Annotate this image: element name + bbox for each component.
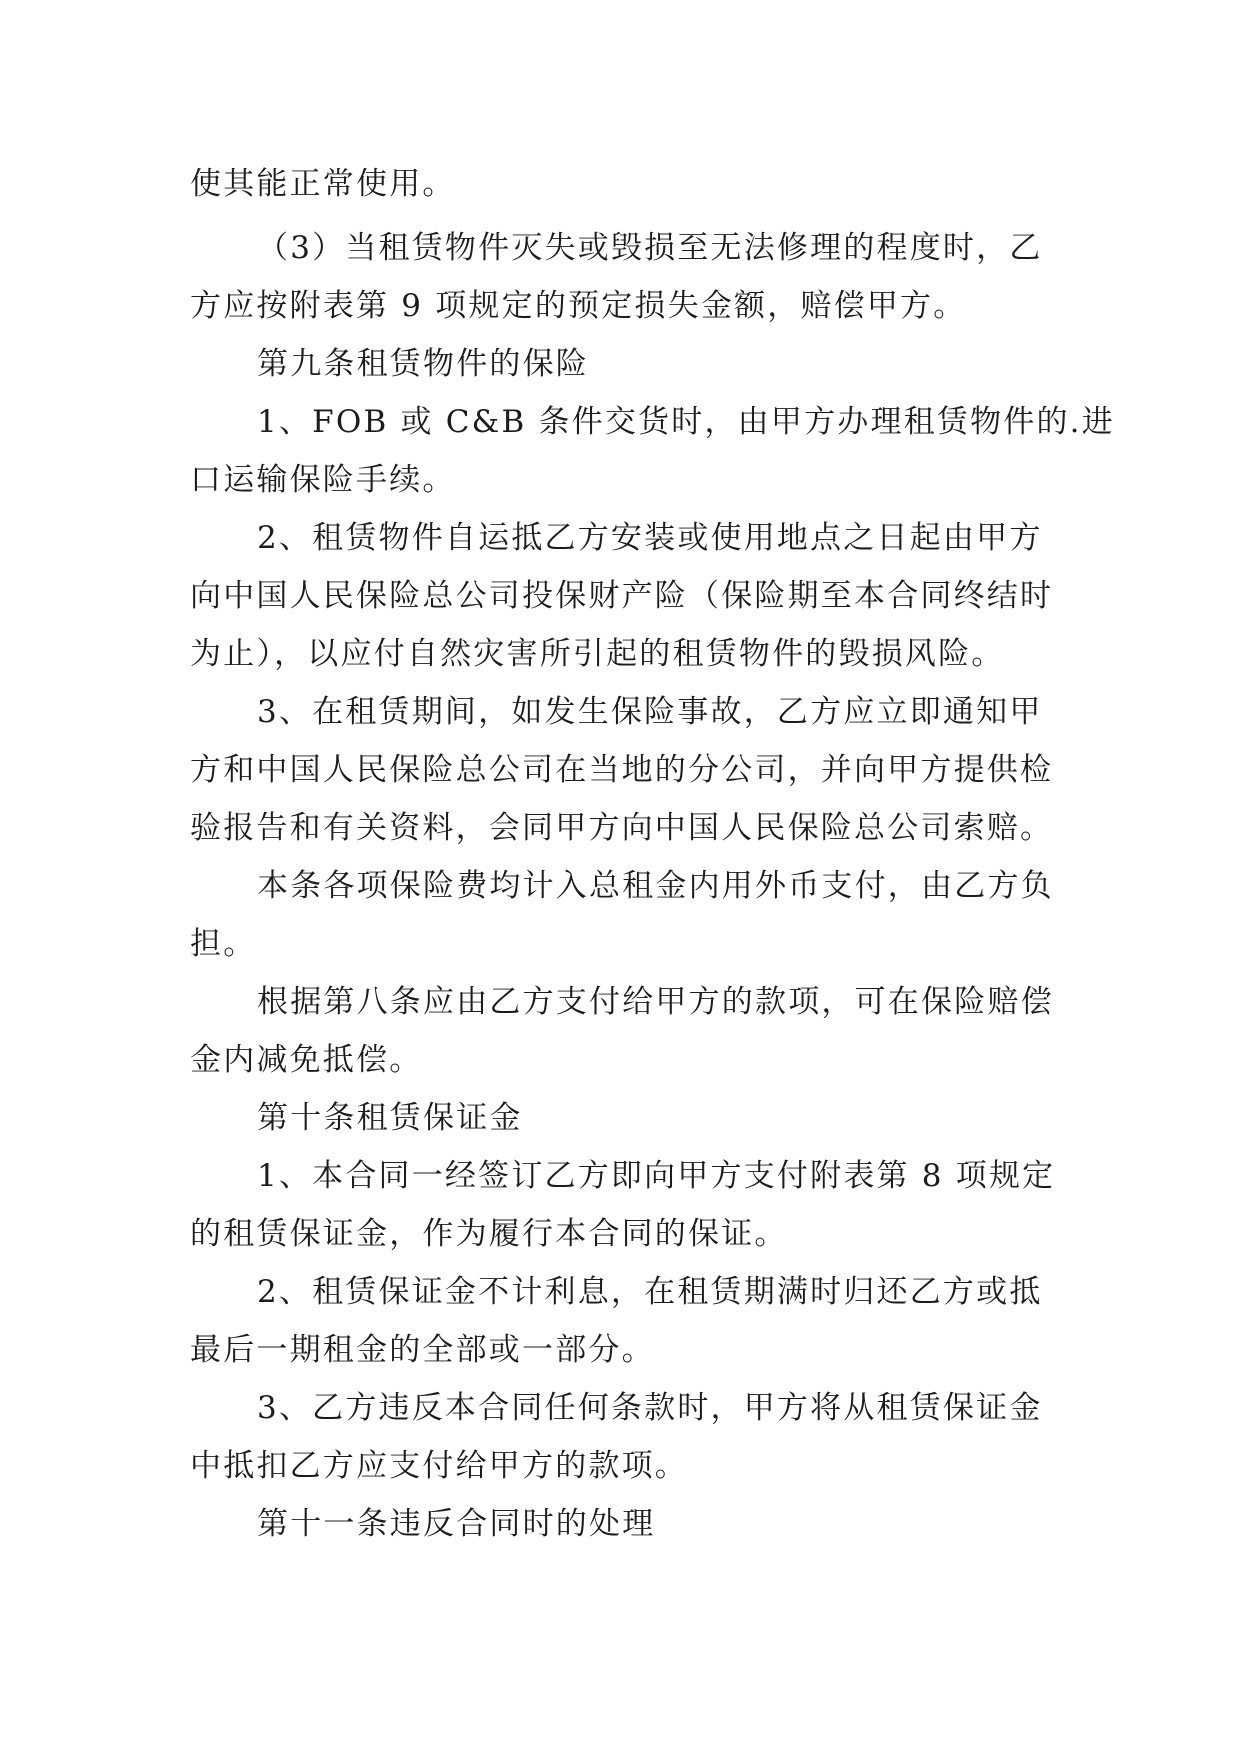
- text-line: 根据第八条应由乙方支付给甲方的款项，可在保险赔偿: [257, 984, 1054, 1020]
- text-line: 3、在租赁期间，如发生保险事故，乙方应立即通知甲: [257, 694, 1043, 730]
- text-line: 2、租赁保证金不计利息，在租赁期满时归还乙方或抵: [257, 1274, 1043, 1310]
- text-line: 3、乙方违反本合同任何条款时，甲方将从租赁保证金: [257, 1390, 1043, 1426]
- text-line: 担。: [190, 926, 257, 962]
- text-line: 使其能正常使用。: [190, 166, 456, 202]
- section-heading: 第九条租赁物件的保险: [257, 346, 589, 382]
- text-line: 1、FOB 或 C&B 条件交货时，由甲方办理租赁物件的.进: [257, 404, 1115, 440]
- text-line: 1、本合同一经签订乙方即向甲方支付附表第 8 项规定: [257, 1158, 1056, 1194]
- text-line: 验报告和有关资料，会同甲方向中国人民保险总公司索赔。: [190, 810, 1054, 846]
- text-line: 最后一期租金的全部或一部分。: [190, 1332, 655, 1368]
- text-line: 方应按附表第 9 项规定的预定损失金额，赔偿甲方。: [190, 288, 967, 324]
- text-line: 方和中国人民保险总公司在当地的分公司，并向甲方提供检: [190, 752, 1054, 788]
- text-line: （3）当租赁物件灭失或毁损至无法修理的程度时，乙: [257, 230, 1043, 266]
- text-line: 本条各项保险费均计入总租金内用外币支付，由乙方负: [257, 868, 1054, 904]
- text-line: 中抵扣乙方应支付给甲方的款项。: [190, 1448, 688, 1484]
- text-line: 口运输保险手续。: [190, 462, 456, 498]
- text-line: 2、租赁物件自运抵乙方安装或使用地点之日起由甲方: [257, 520, 1043, 556]
- text-line: 为止），以应付自然灾害所引起的租赁物件的毁损风险。: [190, 636, 1005, 672]
- section-heading: 第十条租赁保证金: [257, 1100, 523, 1136]
- text-line: 金内减免抵偿。: [190, 1042, 423, 1078]
- section-heading: 第十一条违反合同时的处理: [257, 1506, 656, 1542]
- text-line: 的租赁保证金，作为履行本合同的保证。: [190, 1216, 788, 1252]
- text-line: 向中国人民保险总公司投保财产险（保险期至本合同终结时: [190, 578, 1054, 614]
